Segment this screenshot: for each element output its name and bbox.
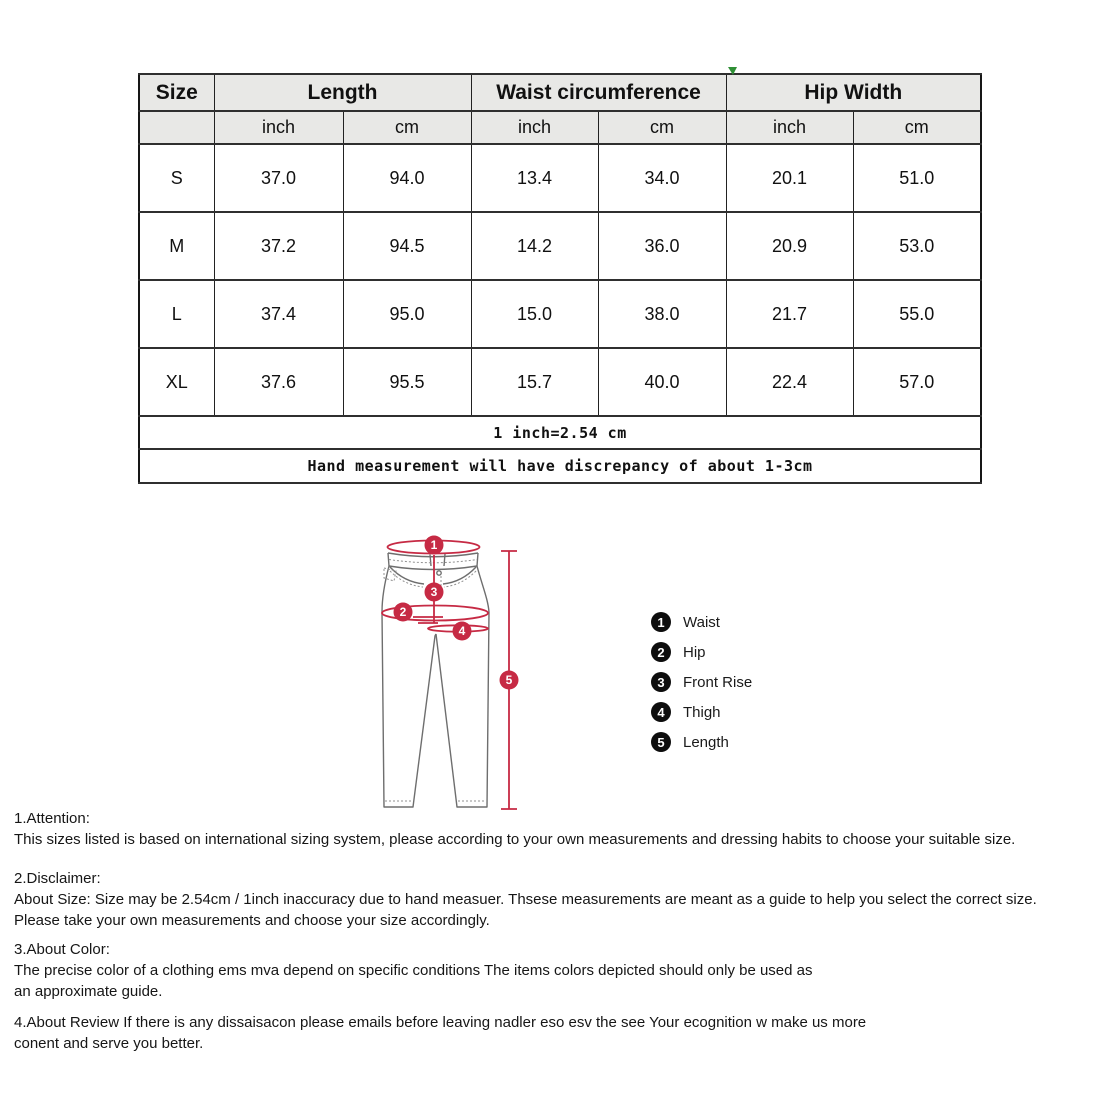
table-row-s bbox=[139, 144, 981, 212]
legend-number-badge: 2 bbox=[651, 642, 671, 662]
value-cell: 94.0 bbox=[343, 144, 471, 212]
conversion-note: 1 inch=2.54 cm bbox=[139, 416, 981, 449]
fly-button-icon bbox=[437, 571, 441, 575]
product-notes bbox=[14, 808, 1096, 1054]
size-cell: M bbox=[139, 212, 214, 280]
table-row-xl bbox=[139, 348, 981, 416]
value-cell: 37.6 bbox=[214, 348, 343, 416]
about-review-text-2: conent and serve you better. bbox=[14, 1035, 204, 1052]
legend-item-thigh bbox=[651, 702, 752, 722]
disclaimer-text-1: About Size: Size may be 2.54cm / 1inch inaccuracy due to hand measuer. Thsese measurements are meant as a guide to help you select the correct size. bbox=[14, 891, 1037, 908]
table-row-l bbox=[139, 280, 981, 348]
value-cell: 15.7 bbox=[471, 348, 598, 416]
marker-1-number: 1 bbox=[430, 538, 438, 552]
column-header-hip: Hip Width bbox=[726, 74, 981, 111]
unit-header: inch bbox=[471, 111, 598, 144]
legend-number-badge: 1 bbox=[651, 612, 671, 632]
measurement-note-row bbox=[139, 449, 981, 483]
value-cell: 20.9 bbox=[726, 212, 853, 280]
legend-label: Hip bbox=[683, 643, 706, 661]
legend-label: Thigh bbox=[683, 703, 721, 721]
unit-header-empty bbox=[139, 111, 214, 144]
value-cell: 22.4 bbox=[726, 348, 853, 416]
marker-2-number: 2 bbox=[399, 605, 407, 619]
table-row-m bbox=[139, 212, 981, 280]
column-header-length: Length bbox=[214, 74, 471, 111]
unit-header: inch bbox=[726, 111, 853, 144]
value-cell: 37.0 bbox=[214, 144, 343, 212]
value-cell: 95.5 bbox=[343, 348, 471, 416]
value-cell: 34.0 bbox=[598, 144, 726, 212]
disclaimer-heading: 2.Disclaimer: bbox=[14, 870, 101, 887]
value-cell: 37.2 bbox=[214, 212, 343, 280]
size-cell: S bbox=[139, 144, 214, 212]
value-cell: 13.4 bbox=[471, 144, 598, 212]
value-cell: 51.0 bbox=[853, 144, 981, 212]
attention-heading: 1.Attention: bbox=[14, 810, 90, 827]
unit-header: cm bbox=[853, 111, 981, 144]
measurement-note: Hand measurement will have discrepancy of about 1-3cm bbox=[139, 449, 981, 483]
measurement-legend bbox=[651, 612, 752, 762]
unit-header: cm bbox=[343, 111, 471, 144]
value-cell: 95.0 bbox=[343, 280, 471, 348]
legend-label: Waist bbox=[683, 613, 720, 631]
value-cell: 40.0 bbox=[598, 348, 726, 416]
legend-number-badge: 4 bbox=[651, 702, 671, 722]
value-cell: 37.4 bbox=[214, 280, 343, 348]
value-cell: 38.0 bbox=[598, 280, 726, 348]
table-header-row bbox=[139, 74, 981, 111]
diagram-markers bbox=[394, 536, 519, 690]
about-color-heading: 3.About Color: bbox=[14, 941, 110, 958]
legend-number-badge: 5 bbox=[651, 732, 671, 752]
value-cell: 14.2 bbox=[471, 212, 598, 280]
unit-header: inch bbox=[214, 111, 343, 144]
size-cell: XL bbox=[139, 348, 214, 416]
legend-label: Front Rise bbox=[683, 673, 753, 691]
value-cell: 53.0 bbox=[853, 212, 981, 280]
conversion-note-row bbox=[139, 416, 981, 449]
pants-measurement-diagram bbox=[355, 525, 530, 820]
legend-item-front-rise bbox=[651, 672, 752, 692]
size-chart-table bbox=[138, 73, 982, 484]
value-cell: 55.0 bbox=[853, 280, 981, 348]
about-color-text-2: an approximate guide. bbox=[14, 983, 163, 1000]
column-header-size: Size bbox=[139, 74, 214, 111]
value-cell: 21.7 bbox=[726, 280, 853, 348]
value-cell: 36.0 bbox=[598, 212, 726, 280]
marker-5-number: 5 bbox=[505, 673, 513, 687]
marker-4-number: 4 bbox=[458, 624, 466, 638]
legend-item-length bbox=[651, 732, 752, 752]
value-cell: 57.0 bbox=[853, 348, 981, 416]
legend-number-badge: 3 bbox=[651, 672, 671, 692]
value-cell: 20.1 bbox=[726, 144, 853, 212]
about-color-text-1: The precise color of a clothing ems mva depend on specific conditions The items colors depicted should only be used as bbox=[14, 962, 813, 979]
value-cell: 15.0 bbox=[471, 280, 598, 348]
unit-header: cm bbox=[598, 111, 726, 144]
measurement-lines bbox=[382, 541, 517, 810]
unit-header-row bbox=[139, 111, 981, 144]
about-review-text-1: 4.About Review If there is any dissaisacon please emails before leaving nadler eso esv the see Your ecognition w make us more bbox=[14, 1014, 867, 1031]
marker-3-number: 3 bbox=[430, 585, 438, 599]
legend-item-waist bbox=[651, 612, 752, 632]
legend-item-hip bbox=[651, 642, 752, 662]
legend-label: Length bbox=[683, 733, 729, 751]
size-cell: L bbox=[139, 280, 214, 348]
value-cell: 94.5 bbox=[343, 212, 471, 280]
column-header-waist: Waist circumference bbox=[471, 74, 726, 111]
attention-text: This sizes listed is based on international sizing system, please according to your own measurements and dressing habits to choose your suitable size. bbox=[14, 831, 1016, 848]
disclaimer-text-2: Please take your own measurements and choose your size accordingly. bbox=[14, 912, 490, 929]
